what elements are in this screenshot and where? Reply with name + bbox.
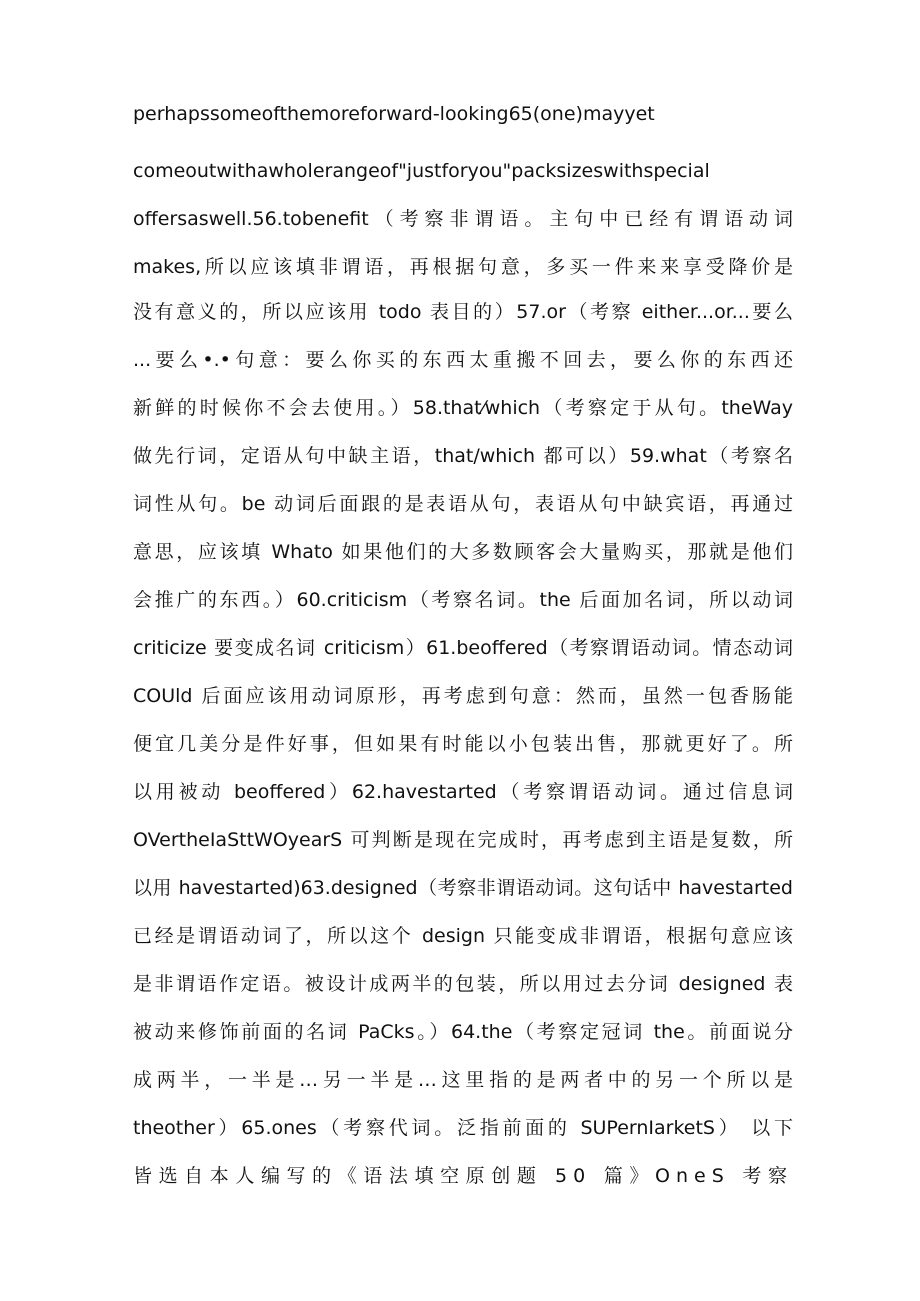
text-line-9: 词性从句。be 动词后面跟的是表语从句，表语从句中缺宾语，再通过 [133,493,793,515]
text-line-13: COUld 后面应该用动词原形，再考虑到句意：然而，虽然一包香肠能 [133,685,793,707]
text-line-11: 会推广的东西。）60.criticism（考察名词。the 后面加名词，所以动词 [133,589,793,611]
text-line-15: 以用被动 beoffered）62.havestarted（考察谓语动词。通过信息词 [133,781,793,803]
text-line-20: 被动来修饰前面的名词 PaCks。）64.the（考察定冠词 the。前面说分 [133,1021,793,1043]
text-line-1: perhapssomeofthemoreforward-looking65(one)mayyet [133,103,655,125]
text-line-14: 便宜几美分是件好事，但如果有时能以小包装出售，那就更好了。所 [133,733,793,755]
text-line-7: 新鲜的时候你不会去使用。）58.that⁄which（考察定于从句。theWay [133,397,793,419]
text-line-12: criticize 要变成名词 criticism）61.beoffered（考察谓语动词。情态动词 [133,637,793,659]
text-line-3: offersaswell.56.tobenefit（考察非谓语。主句中已经有谓语动词 [133,208,793,230]
text-line-16: OVertheIaSttWOyearS 可判断是现在完成时，再考虑到主语是复数，所 [133,829,793,851]
text-line-21: 成两半，一半是…另一半是…这里指的是两者中的另一个所以是 [133,1069,793,1091]
text-line-5: 没有意义的，所以应该用 todo 表目的）57.or（考察 either...or...要么 [133,301,793,323]
text-line-23: 皆选自本人编写的《语法填空原创题 50 篇》OneS 考察 [133,1165,793,1187]
text-line-10: 意思，应该填 Whato 如果他们的大多数顾客会大量购买，那就是他们 [133,541,793,563]
text-line-22: theother）65.ones（考察代词。泛指前面的 SUPernIarketS） 以下 [133,1117,793,1139]
text-line-4: makes,所以应该填非谓语，再根据句意，多买一件来来享受降价是 [133,256,793,278]
text-line-17: 以用 havestarted)63.designed（考察非谓语动词。这句话中 havestarted [133,877,793,899]
text-line-19: 是非谓语作定语。被设计成两半的包装，所以用过去分词 designed 表 [133,973,793,995]
text-line-6: ...要么•.•句意：要么你买的东西太重搬不回去，要么你的东西还 [133,349,793,371]
text-line-8: 做先行词，定语从句中缺主语，that/which 都可以）59.what（考察名 [133,445,793,467]
text-line-2: comeoutwithawholerangeof"justforyou"packsizeswithspecial [133,160,710,182]
text-line-18: 已经是谓语动词了，所以这个 design 只能变成非谓语，根据句意应该 [133,925,793,947]
